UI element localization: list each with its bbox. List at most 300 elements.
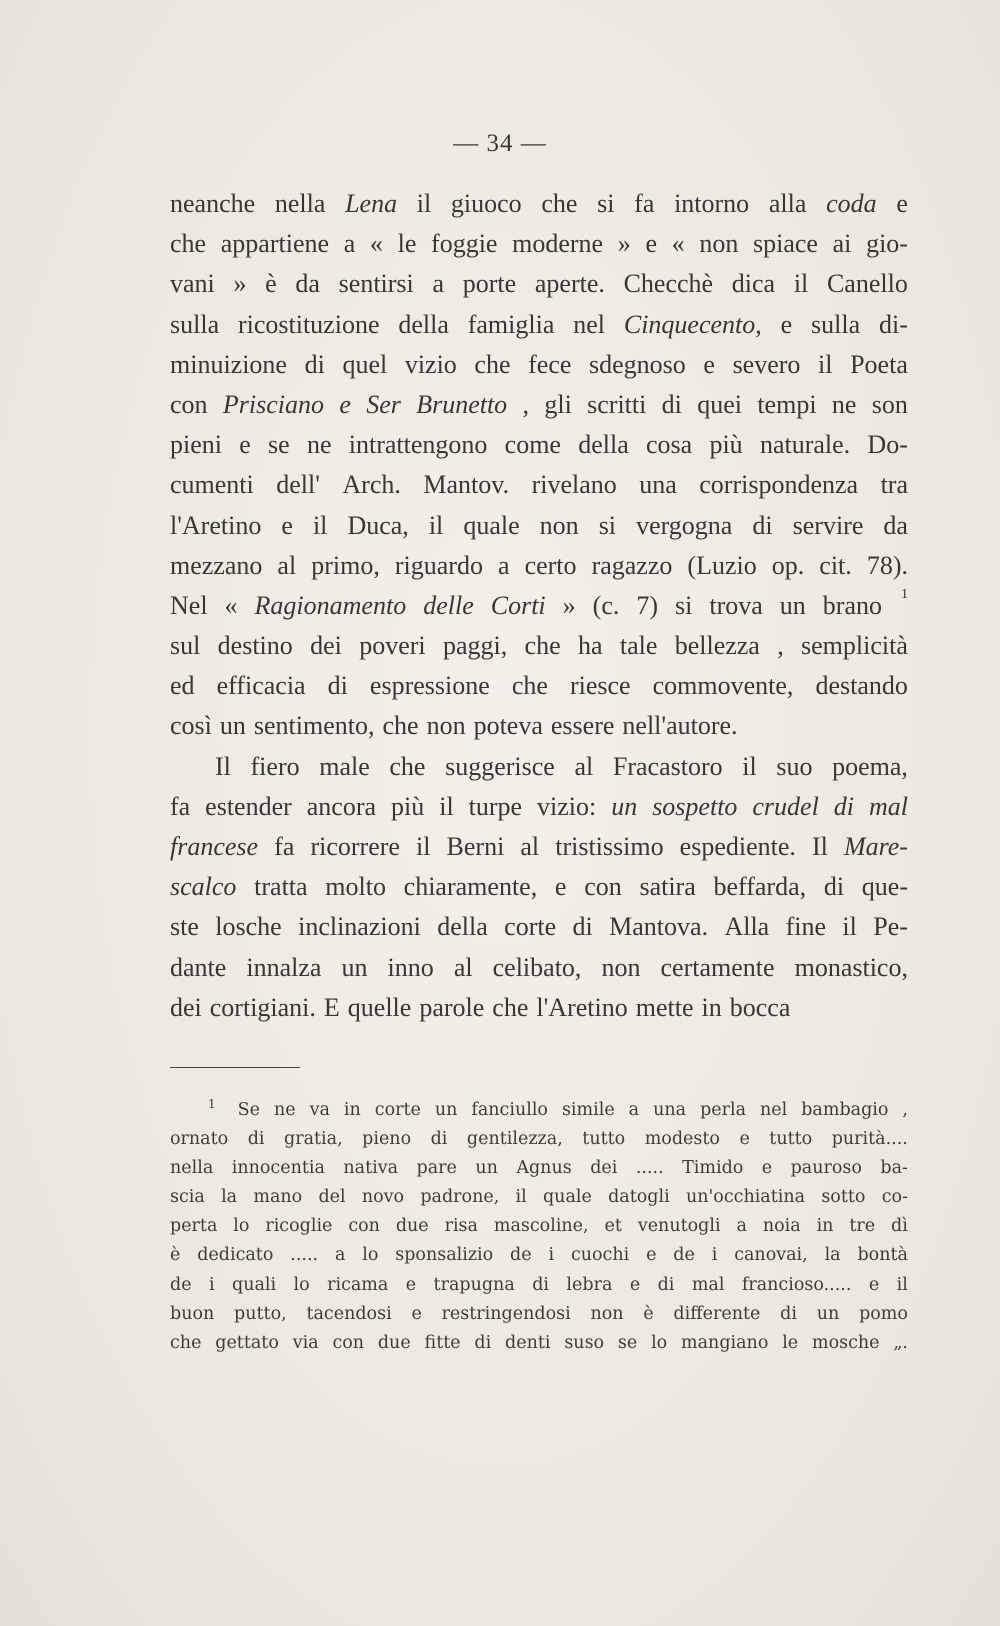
word: scritti [587, 389, 647, 419]
italic-word: Mare- [843, 832, 908, 861]
word: espediente. [679, 832, 796, 861]
word: a [343, 229, 356, 259]
text-line [170, 224, 908, 264]
italic-word: mal [868, 791, 908, 821]
footnote-word: ricama [327, 1274, 389, 1295]
word: che [170, 229, 207, 259]
word: non [699, 229, 739, 259]
word: fa [634, 189, 655, 218]
word: poema, [832, 751, 908, 781]
footnote-word: un'occhiatina [685, 1187, 806, 1208]
italic-word: Brunetto [416, 389, 508, 419]
footnote-word: una [653, 1100, 687, 1120]
footnote-word: non [590, 1303, 624, 1324]
word: chiaramente, [403, 872, 538, 902]
word: sulla [811, 309, 861, 339]
text-line [170, 948, 908, 988]
word: neanche [170, 189, 256, 218]
footnote-word: perta [170, 1216, 218, 1237]
footnote-word: e [411, 1303, 422, 1324]
word: è [265, 269, 277, 299]
word: (c. [592, 590, 620, 620]
word: innalza [246, 952, 322, 982]
footnote-line [170, 1329, 908, 1358]
word: nell'autore. [622, 711, 738, 741]
word: sentimento, [253, 711, 375, 741]
word: rivelano [531, 470, 617, 500]
footnote-word: se [617, 1332, 638, 1353]
footnote-word: gratia, [284, 1129, 343, 1150]
footnote-word: risa [444, 1216, 478, 1237]
italic-word: Ragionamento [254, 590, 407, 620]
footnote-word: et [604, 1216, 622, 1237]
footnote-word: lo [233, 1216, 250, 1237]
footnote-word: un [434, 1100, 458, 1120]
word: fa [274, 832, 295, 861]
text-line [170, 305, 908, 345]
footnote-word: tutto [769, 1129, 813, 1150]
word: una [639, 470, 677, 500]
word: vani [170, 269, 215, 299]
text-line [170, 425, 908, 465]
word: poveri [359, 631, 426, 661]
word: male [319, 751, 370, 781]
word: si [675, 590, 693, 620]
word: al [277, 550, 297, 580]
word: estender [205, 791, 292, 821]
word: non [426, 711, 466, 741]
word: le [397, 229, 417, 259]
footnote-word: tacendosi [306, 1303, 392, 1324]
footnote-word: bambagio [801, 1100, 889, 1120]
footnote-word: lo [362, 1245, 379, 1266]
footnote-word: sponsalizio [395, 1245, 494, 1266]
word: « [224, 590, 238, 620]
footnotes [170, 1096, 908, 1358]
italic-word: Lena [345, 189, 398, 218]
word: ha [577, 631, 603, 661]
word: , [777, 631, 784, 661]
italic-word: scalco [170, 872, 237, 902]
footnote-word: simile [561, 1100, 615, 1120]
text-line [170, 706, 908, 746]
word: Poeta [850, 349, 908, 379]
footnote-word: pomo [859, 1303, 908, 1324]
word: foggie [431, 229, 498, 259]
word: fa [170, 791, 191, 821]
word: un [341, 952, 368, 982]
footnote-word: innocentia [231, 1158, 325, 1179]
word: il [793, 269, 809, 299]
word: Arch. [342, 470, 401, 500]
word: di [572, 912, 593, 942]
footnote-word: dedicato [197, 1245, 274, 1266]
word: gli [544, 389, 572, 419]
footnote-word: modesto [644, 1129, 720, 1150]
word: moderne [512, 229, 604, 259]
word: dica [731, 269, 776, 299]
text-line [170, 787, 908, 827]
word: al [574, 751, 594, 781]
footnote-mark: 1 [208, 1097, 216, 1111]
word: dell' [276, 470, 320, 500]
footnote-word: Agnus [516, 1158, 572, 1179]
word: di- [879, 309, 908, 339]
italic-word: Ser [366, 389, 401, 419]
footnote-word: quale [542, 1187, 592, 1208]
footnote-word: ..... [290, 1245, 319, 1266]
footnote-word: ornato [170, 1129, 229, 1150]
footnote-word: differente [673, 1303, 761, 1324]
footnote-word: i [208, 1274, 215, 1295]
word: e [645, 229, 657, 259]
word: che [389, 751, 426, 781]
word: inno [387, 952, 434, 982]
text-line [170, 586, 908, 626]
word: da [883, 510, 908, 540]
word: quel [342, 349, 388, 379]
footnote-word: di [532, 1274, 549, 1295]
footnote-word: denti [505, 1332, 551, 1353]
word: di [304, 349, 325, 379]
footnote-word: fanciullo [471, 1100, 548, 1120]
footnote-word: di [780, 1303, 797, 1324]
word: e [281, 510, 293, 540]
italic-word: Cinquecento, [623, 309, 762, 339]
word: cortigiani. [209, 992, 316, 1022]
word: a [497, 550, 510, 580]
word: vizio: [537, 791, 597, 821]
footnote-reference: 1 [901, 586, 908, 602]
footnote-word: i [548, 1245, 555, 1266]
word: della [578, 430, 629, 460]
footnote-word: trapugna [433, 1274, 515, 1295]
footnote-word: francioso..... [741, 1274, 852, 1295]
footnote-word: due [395, 1216, 429, 1237]
word: fiero [250, 751, 300, 781]
word: quei [697, 389, 742, 419]
word: che [382, 711, 419, 741]
word: gio- [866, 229, 908, 259]
footnote-word: è [643, 1303, 654, 1324]
word: riesce [569, 671, 631, 701]
word: riguardo [394, 550, 483, 580]
word: della [437, 912, 488, 942]
word: cit. [819, 550, 852, 580]
text-line [170, 264, 908, 304]
footnote-word: ..... [635, 1158, 664, 1179]
footnote-word: del [318, 1187, 346, 1208]
word: sul [170, 631, 201, 661]
footnote-word: Se [237, 1100, 260, 1120]
footnote-word: lo [651, 1332, 668, 1353]
word: l'Aretino [536, 992, 628, 1022]
word: a [432, 269, 445, 299]
word: con [170, 389, 208, 419]
word: tempi [757, 389, 817, 419]
footnote-word: in [343, 1100, 361, 1120]
word: quelle [347, 992, 412, 1022]
text-line [170, 626, 908, 666]
word: son [871, 389, 908, 419]
text-line [170, 867, 908, 907]
footnote-word: la [824, 1245, 841, 1266]
word: Il [215, 751, 231, 781]
word: ne [306, 430, 332, 460]
word: che [492, 992, 529, 1022]
word: ai [832, 229, 852, 259]
word: e [554, 872, 567, 902]
footnote-word: mano [253, 1187, 303, 1208]
body-text [170, 184, 908, 1028]
word: vizio [404, 349, 457, 379]
footnote-word: a [736, 1216, 747, 1237]
footnote-word: nella [170, 1158, 214, 1179]
word: giuoco [450, 189, 522, 218]
text-line [170, 546, 908, 586]
page-number: — 34 — [453, 130, 547, 157]
word: Duca, [347, 510, 409, 540]
footnote-word: va [309, 1100, 330, 1120]
word: bellezza [674, 631, 760, 661]
footnote-word: de [170, 1274, 192, 1295]
word: che [474, 349, 511, 379]
italic-word: e [339, 389, 351, 419]
word: ricorrere [310, 832, 400, 861]
word: suggerisce [445, 751, 555, 781]
word: Mantova. [609, 912, 709, 942]
word: che [541, 189, 578, 218]
footnote-word: con [348, 1216, 380, 1237]
footnote-word: bontà [857, 1245, 908, 1266]
italic-word: crudel [752, 791, 819, 821]
footnote-word: tre [849, 1216, 876, 1237]
word: ragazzo [591, 550, 673, 580]
footnote-word: il [896, 1274, 908, 1295]
word: paggi, [442, 631, 508, 661]
word: efficacia [216, 671, 306, 701]
word: naturale. [759, 430, 851, 460]
footnote-word: scia [170, 1187, 205, 1208]
footnote-word: un [475, 1158, 498, 1179]
word: destino [217, 631, 293, 661]
footnote-word: a [334, 1245, 346, 1266]
word: molto [325, 872, 386, 902]
italic-word: delle [423, 590, 474, 620]
word: E [323, 992, 340, 1022]
word: (Luzio [687, 550, 757, 580]
word: della [398, 309, 449, 339]
word: turpe [468, 791, 523, 821]
word: semplicità [801, 631, 908, 661]
footnote-word: a [628, 1100, 640, 1120]
footnote-rule [170, 1067, 300, 1068]
word: corrispondenza [699, 470, 859, 500]
word: un [779, 590, 806, 620]
footnote-word: di [430, 1129, 448, 1150]
footnote-line [170, 1212, 908, 1241]
footnote-word: i [711, 1245, 718, 1266]
footnote-word: lebra [566, 1274, 613, 1295]
word: al [520, 832, 540, 861]
footnote-word: mosche [811, 1332, 880, 1353]
footnote-word: dei [590, 1158, 618, 1179]
footnote-word: di [474, 1332, 492, 1353]
word: il [742, 751, 757, 781]
word: nella [274, 189, 326, 218]
footnote-word: pieno [362, 1129, 412, 1150]
word: 7) [636, 590, 659, 620]
word: severo [732, 349, 801, 379]
word: trova [709, 590, 763, 620]
word: nel [573, 309, 605, 339]
footnote-word: nel [760, 1100, 788, 1120]
word: Berni [446, 832, 505, 861]
word: cumenti [170, 470, 254, 500]
footnote-word: de [510, 1245, 532, 1266]
word: tratta [254, 872, 308, 902]
word: beffarda, [713, 872, 807, 902]
word: come [504, 430, 561, 460]
footnote-word: con [332, 1332, 365, 1353]
word: fece [528, 349, 572, 379]
word: sentirsi [338, 269, 414, 299]
footnote-word: perla [700, 1100, 747, 1120]
footnote-word: in [816, 1216, 834, 1237]
word: il [818, 349, 833, 379]
word: pieni [170, 430, 222, 460]
text-line [170, 988, 908, 1028]
footnote-word: novo [361, 1187, 405, 1208]
word: aperte. [534, 269, 605, 299]
text-line [170, 747, 908, 787]
word: e [239, 430, 251, 460]
footnote-word: putto, [234, 1303, 287, 1324]
footnote-word: cuochi [570, 1245, 630, 1266]
footnote-word: e [646, 1245, 657, 1266]
word: il [428, 510, 444, 540]
word: losche [215, 912, 282, 942]
word: e [780, 309, 793, 339]
footnote-word: de [673, 1245, 695, 1266]
word: Nel [170, 590, 208, 620]
word: di [327, 671, 348, 701]
word: l'Aretino [170, 510, 262, 540]
word: che [524, 631, 561, 661]
footnote-word: mal [691, 1274, 725, 1295]
word: commovente, [652, 671, 794, 701]
word: satira [639, 872, 696, 902]
footnote-word: è [170, 1245, 181, 1266]
footnote-word: datogli [608, 1187, 670, 1208]
footnote-word: noia [762, 1216, 801, 1237]
word: alla [768, 189, 807, 218]
footnote-word: gettato [215, 1332, 279, 1353]
word: , [522, 389, 530, 419]
word: Canello [826, 269, 908, 299]
footnote-word: le [782, 1332, 799, 1353]
word: » [617, 229, 631, 259]
word: » [562, 590, 576, 620]
text-line [170, 506, 908, 546]
word: parole [419, 992, 485, 1022]
word: destando [815, 671, 908, 701]
word: dante [170, 952, 227, 982]
word: al [453, 952, 473, 982]
italic-word: sospetto [652, 791, 738, 821]
word: il [416, 189, 432, 218]
word: e [896, 189, 908, 218]
text-line [170, 907, 908, 947]
word: che [511, 671, 548, 701]
text-line [170, 465, 908, 505]
footnote-line [170, 1271, 908, 1300]
word: Mantov. [423, 470, 510, 500]
word: tra [880, 470, 908, 500]
word: espressione [369, 671, 490, 701]
word: con [584, 872, 622, 902]
word: porte [462, 269, 517, 299]
word: essere [550, 711, 615, 741]
word: monastico, [794, 952, 908, 982]
footnote-word: venutogli [637, 1216, 721, 1237]
word: così [170, 711, 212, 741]
footnote-word: pare [416, 1158, 457, 1179]
footnote-word: di [657, 1274, 675, 1295]
text-line [170, 827, 908, 867]
word: non [601, 952, 641, 982]
word: ne [831, 389, 857, 419]
footnote-word: un [816, 1303, 840, 1324]
italic-word: coda [826, 189, 877, 218]
word: Pe- [873, 912, 908, 942]
word: tristissimo [555, 832, 664, 861]
word: si [598, 510, 617, 540]
footnote-line [170, 1125, 908, 1154]
word: spiace [753, 229, 818, 259]
word: Checchè [623, 269, 714, 299]
footnote-word: ricoglie [265, 1216, 333, 1237]
footnote-word: mascoline, [493, 1216, 589, 1237]
word: tale [619, 631, 658, 661]
word: 78). [866, 550, 908, 580]
footnote-word: Timido [682, 1158, 744, 1179]
word: que- [861, 872, 908, 902]
word: di [661, 389, 682, 419]
word: il [842, 912, 857, 942]
footnote-word: lo [293, 1274, 310, 1295]
word: da [295, 269, 320, 299]
footnote-word: ne [273, 1100, 296, 1120]
word: sulla [170, 309, 220, 339]
word: intorno [674, 189, 750, 218]
footnote-word: ba- [880, 1158, 908, 1179]
word: vergogna [636, 510, 733, 540]
word: ste [170, 912, 199, 942]
footnote-word: due [377, 1332, 411, 1353]
footnote-word: gentilezza, [466, 1129, 563, 1150]
word: di [823, 872, 845, 902]
word: bocca [729, 992, 791, 1022]
footnote-word: tutto [582, 1129, 626, 1150]
footnote-line [170, 1300, 908, 1329]
word: servire [792, 510, 864, 540]
word: inclinazioni [298, 912, 421, 942]
text-line [170, 666, 908, 706]
footnote-word: co- [881, 1187, 908, 1208]
footnote-word: e [868, 1274, 880, 1295]
footnote-word: e [629, 1274, 641, 1295]
